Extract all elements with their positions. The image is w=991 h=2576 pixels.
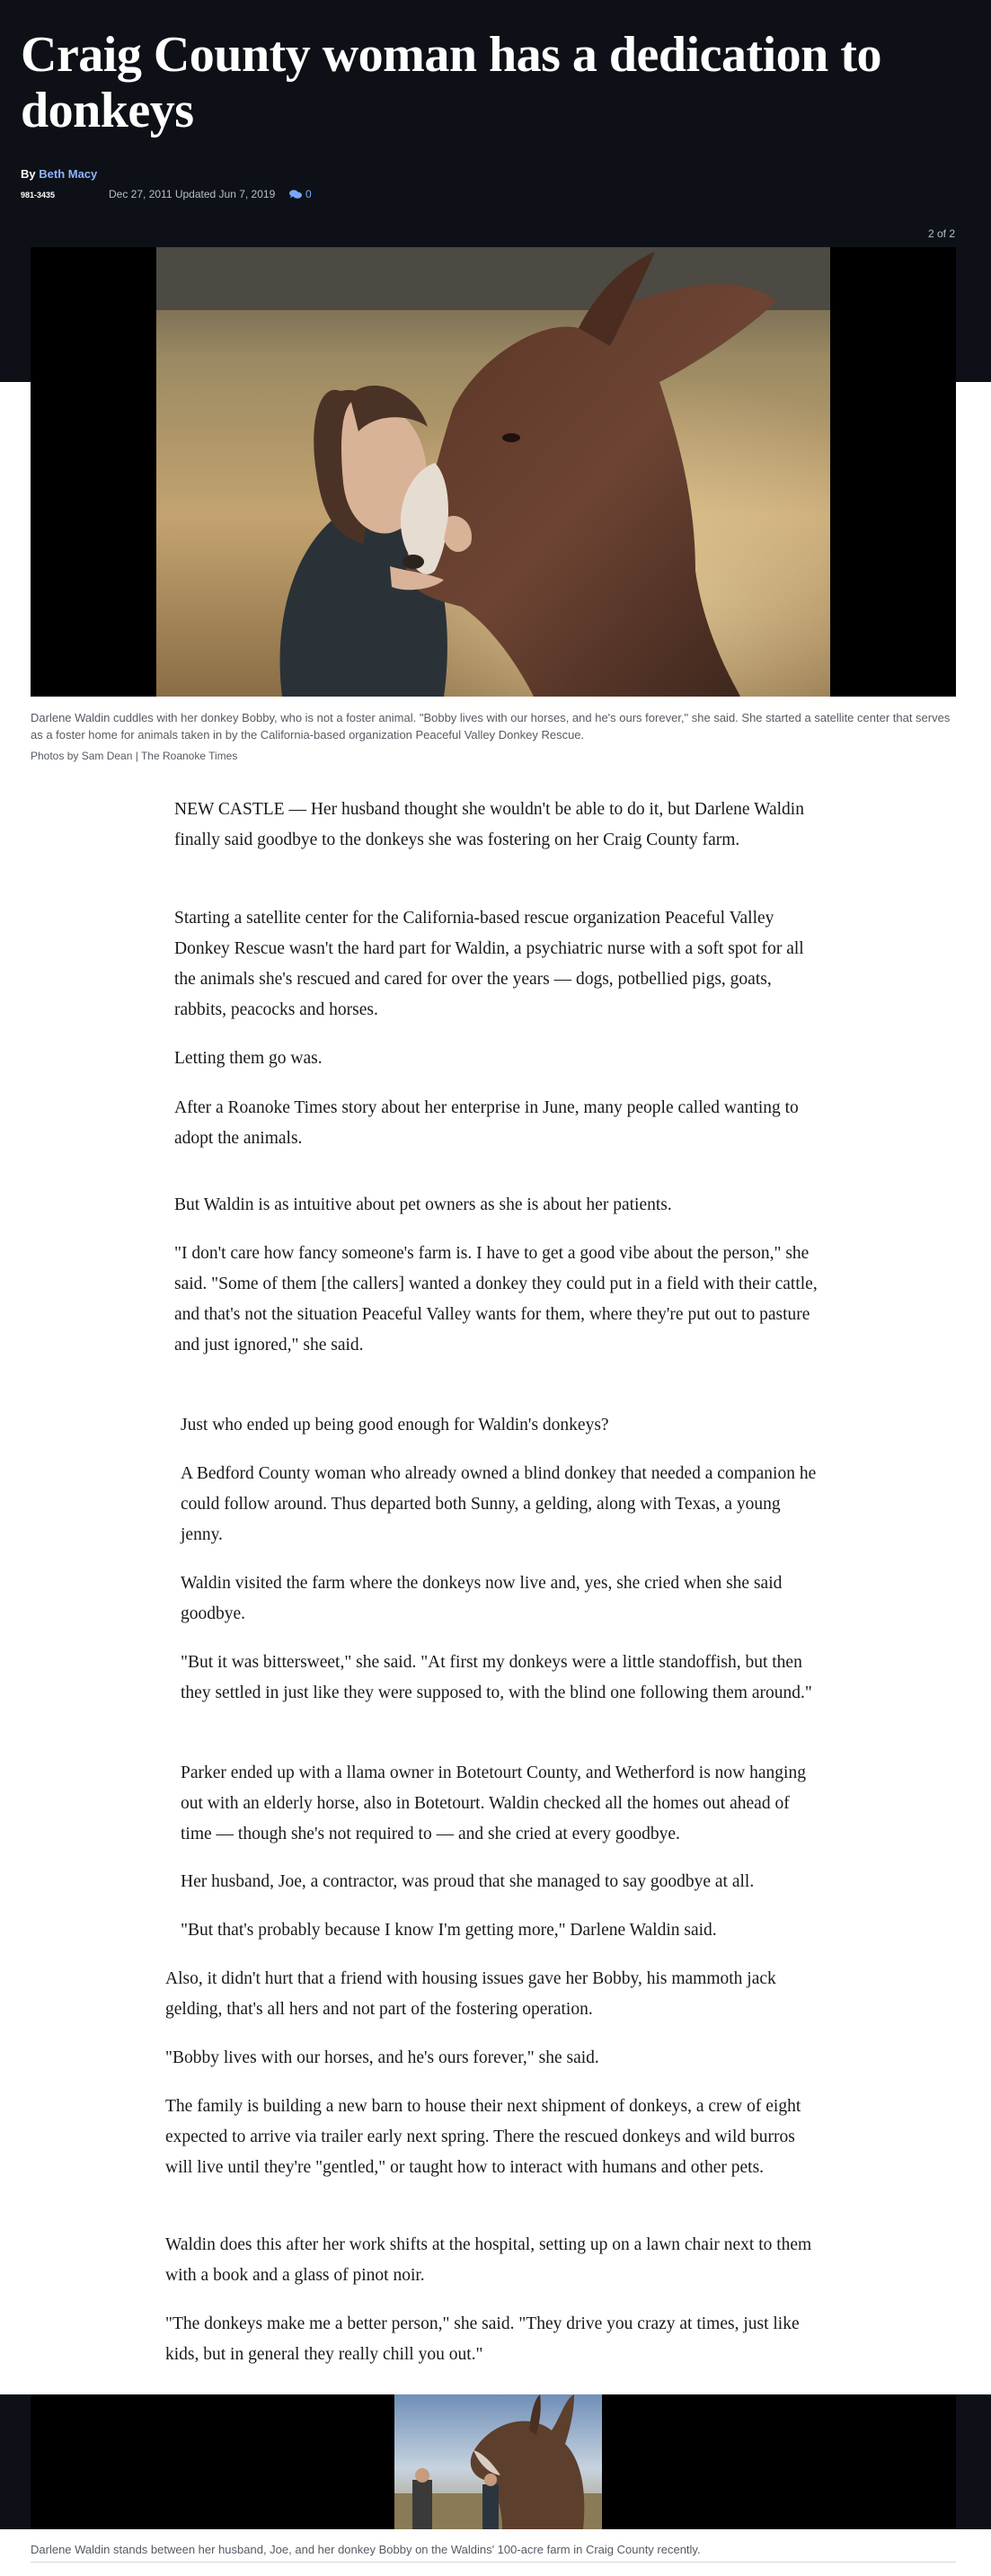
second-photo-caption: Darlene Waldin stands between her husband, Joe, and her donkey Bobby on the Waldins' 100-acre farm in Craig County recently. [31, 2543, 701, 2556]
caption-divider [31, 2562, 956, 2563]
body-paragraph: "The donkeys make me a better person," she said. "They drive you crazy at times, just like kids, but in general they really chill you out." [165, 2314, 800, 2364]
body-paragraph: Letting them go was. [174, 1049, 323, 1068]
comments-link[interactable] [289, 188, 312, 200]
publish-dates: Dec 27, 2011 Updated Jun 7, 2019 [109, 188, 276, 200]
body-paragraph: "I don't care how fancy someone's farm is. I have to get a good vibe about the person," she said. "Some of them [the callers] wanted a donkey they could put in a field with their cattle, and that's not the situation Peaceful Valley wants for them, where they're put out to pasture and just ignored," she said. [174, 1244, 818, 1355]
comment-bubble-icon [289, 190, 302, 200]
body-paragraph: "But that's probably because I know I'm getting more," Darlene Waldin said. [181, 1921, 717, 1940]
body-paragraph: Parker ended up with a llama owner in Botetourt County, and Wetherford is now hanging out with an elderly horse, also in Botetourt. Waldin checked all the homes out ahead of time — though she's not required to — and she cried at every goodbye. [181, 1763, 806, 1843]
comment-count: 0 [305, 188, 312, 200]
body-paragraph: Her husband, Joe, a contractor, was proud that she managed to say goodbye at all. [181, 1872, 755, 1891]
body-paragraph: The family is building a new barn to house their next shipment of donkeys, a crew of eight expected to arrive via trailer early next spring. There the rescued donkeys and wild burros will live until they're "gentled," or taught how to interact with humans and other pets. [165, 2097, 801, 2177]
body-paragraph: "But it was bittersweet," she said. "At first my donkeys were a little standoffish, but then they settled in just like they were supposed to, with the blind one following them around." [181, 1653, 812, 1702]
lead-photo-caption: Darlene Waldin cuddles with her donkey Bobby, who is not a foster animal. "Bobby lives with our horses, and he's ours forever," she said. She started a satellite center that serves as a foster home for animals taken in by the California-based organization Peaceful Valley Donkey Rescue. [31, 711, 951, 742]
body-paragraph: Waldin does this after her work shifts at the hospital, setting up on a lawn chair next to them with a book and a glass of pinot noir. [165, 2235, 812, 2285]
body-paragraph: But Waldin is as intuitive about pet owners as she is about her patients. [174, 1195, 672, 1214]
second-photo[interactable] [394, 2394, 602, 2529]
article-headline: Craig County woman has a dedication to donkeys [21, 27, 881, 138]
body-paragraph: After a Roanoke Times story about her enterprise in June, many people called wanting to adopt the animals. [174, 1098, 799, 1148]
body-paragraph: NEW CASTLE — Her husband thought she wouldn't be able to do it, but Darlene Waldin finally said goodbye to the donkeys she was fostering on her Craig County farm. [174, 800, 804, 849]
lead-photo[interactable] [156, 247, 830, 697]
author-link[interactable]: Beth Macy [39, 167, 98, 181]
donkey-cuddle-image [156, 247, 830, 697]
body-paragraph: Starting a satellite center for the California-based rescue organization Peaceful Valley Donkey Rescue wasn't the hard part for Waldin, a psychiatric nurse with a soft spot for all the animals she's rescued and cared for over the years — dogs, potbellied pigs, goats, rabbits, peacocks and horses. [174, 909, 804, 1019]
body-paragraph: "Bobby lives with our horses, and he's ours forever," she said. [165, 2048, 599, 2067]
body-paragraph: Waldin visited the farm where the donkeys now live and, yes, she cried when she said goodbye. [181, 1574, 783, 1623]
body-paragraph: A Bedford County woman who already owned a blind donkey that needed a companion he could follow around. Thus departed both Sunny, a gelding, along with Texas, a young jenny. [181, 1464, 817, 1544]
gallery-pager: 2 of 2 [927, 227, 955, 240]
photo-credit: Photos by Sam Dean | The Roanoke Times [31, 750, 238, 762]
byline [21, 167, 97, 181]
byline-prefix: By [21, 167, 36, 181]
farm-family-image [394, 2394, 602, 2529]
body-paragraph: Just who ended up being good enough for Waldin's donkeys? [181, 1416, 609, 1435]
author-phone: 981-3435 [21, 191, 56, 200]
body-paragraph: Also, it didn't hurt that a friend with housing issues gave her Bobby, his mammoth jack gelding, that's all hers and not part of the fostering operation. [165, 1969, 776, 2019]
